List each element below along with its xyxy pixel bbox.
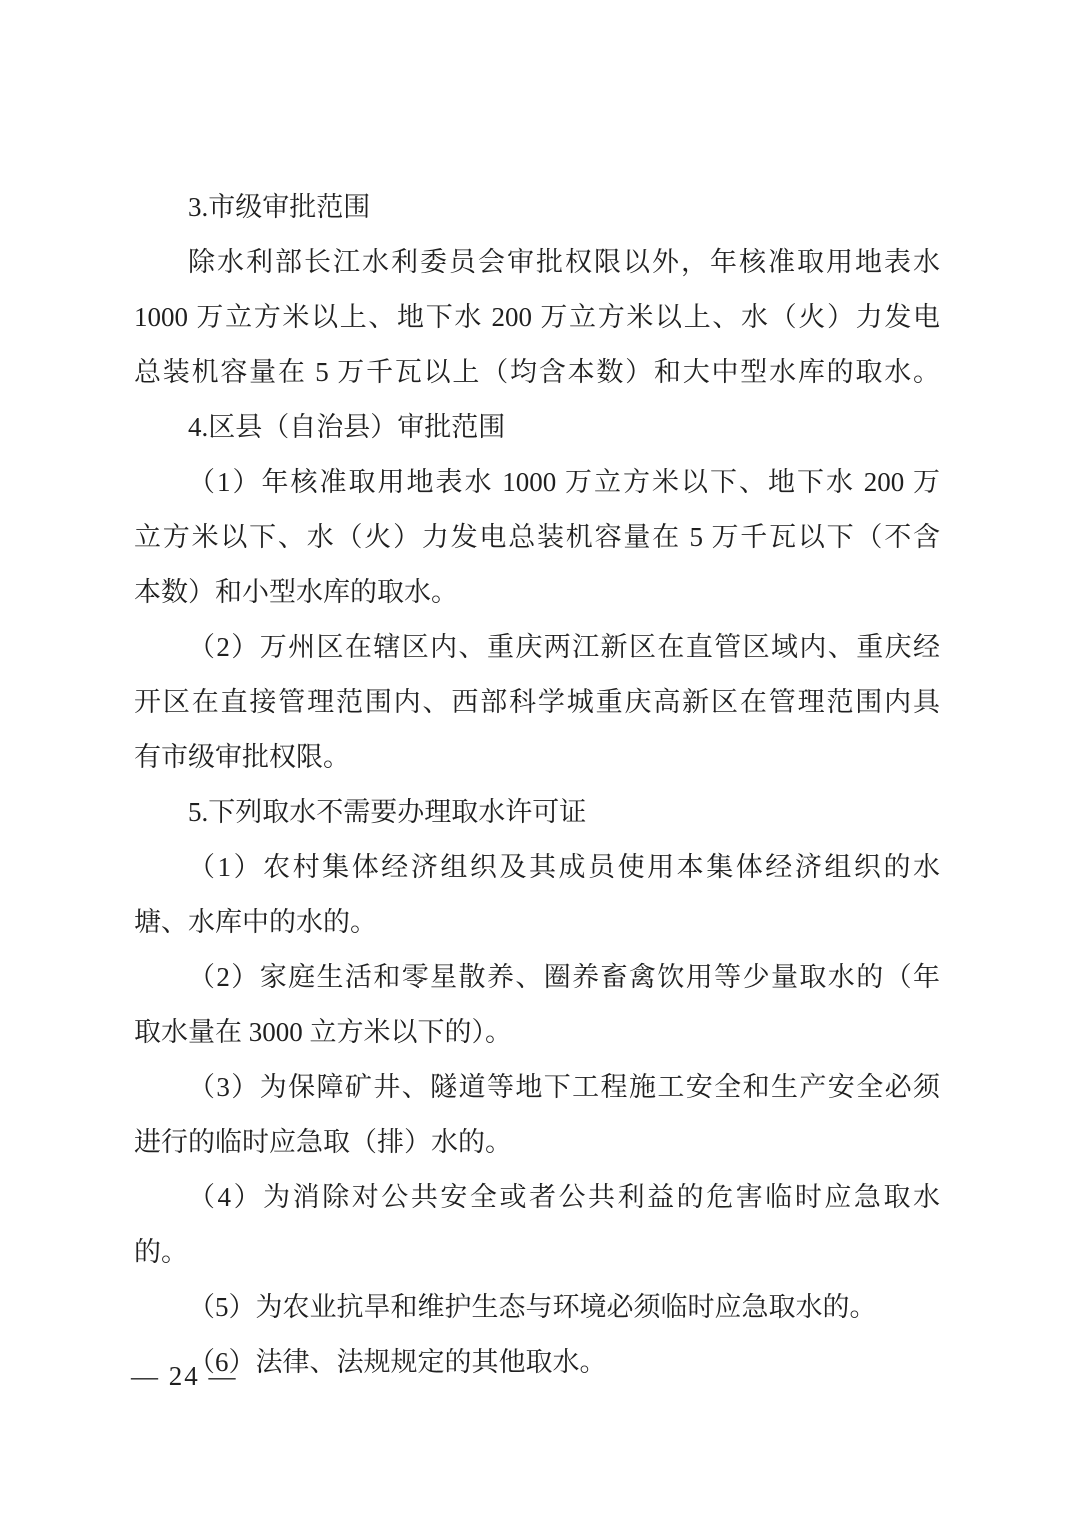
text-line: 4.区县（自治县）审批范围 xyxy=(188,412,506,442)
text-line: 本数）和小型水库的取水。 xyxy=(134,577,458,607)
paragraph-section-5-item-3 xyxy=(134,1060,940,1170)
paragraph-section-3-heading xyxy=(134,180,940,235)
text-line: 立方米以下、水（火）力发电总装机容量在 5 万千瓦以下（不含 xyxy=(134,522,940,552)
paragraph-section-5-item-1 xyxy=(134,840,940,950)
paragraph-section-4-heading xyxy=(134,400,940,455)
paragraph-section-5-item-4 xyxy=(134,1170,940,1280)
text-line: （5）为农业抗旱和维护生态与环境必须临时应急取水的。 xyxy=(188,1292,877,1322)
document-body xyxy=(134,180,940,1390)
text-line: （1）年核准取用地表水 1000 万立方米以下、地下水 200 万 xyxy=(188,467,940,497)
paragraph-section-4-item-2 xyxy=(134,620,940,785)
text-line: 开区在直接管理范围内、西部科学城重庆高新区在管理范围内具 xyxy=(134,687,940,717)
text-line: 3.市级审批范围 xyxy=(188,192,371,222)
text-line: 5.下列取水不需要办理取水许可证 xyxy=(188,797,587,827)
paragraph-section-5-item-2 xyxy=(134,950,940,1060)
text-line: （3）为保障矿井、隧道等地下工程施工安全和生产安全必须 xyxy=(188,1072,940,1102)
text-line: （6）法律、法规规定的其他取水。 xyxy=(188,1347,607,1377)
paragraph-section-5-heading xyxy=(134,785,940,840)
paragraph-section-4-item-1 xyxy=(134,455,940,620)
text-line: 1000 万立方米以上、地下水 200 万立方米以上、水（火）力发电 xyxy=(134,302,940,332)
text-line: 的。 xyxy=(134,1237,188,1267)
paragraph-section-5-item-6 xyxy=(134,1335,940,1390)
text-line: （2）万州区在辖区内、重庆两江新区在直管区域内、重庆经 xyxy=(188,632,940,662)
text-line: 取水量在 3000 立方米以下的）。 xyxy=(134,1017,512,1047)
text-line: 除水利部长江水利委员会审批权限以外，年核准取用地表水 xyxy=(188,247,940,277)
text-line: 进行的临时应急取（排）水的。 xyxy=(134,1127,512,1157)
text-line: （4）为消除对公共安全或者公共利益的危害临时应急取水 xyxy=(188,1182,940,1212)
text-line: 有市级审批权限。 xyxy=(134,742,350,772)
text-line: （1）农村集体经济组织及其成员使用本集体经济组织的水 xyxy=(188,852,940,882)
text-line: 总装机容量在 5 万千瓦以上（均含本数）和大中型水库的取水。 xyxy=(134,357,940,387)
paragraph-section-3-body xyxy=(134,235,940,400)
text-line: （2）家庭生活和零星散养、圈养畜禽饮用等少量取水的（年 xyxy=(188,962,940,992)
page-number: — 24 — xyxy=(131,1361,238,1391)
text-line: 塘、水库中的水的。 xyxy=(134,907,377,937)
paragraph-section-5-item-5 xyxy=(134,1280,940,1335)
